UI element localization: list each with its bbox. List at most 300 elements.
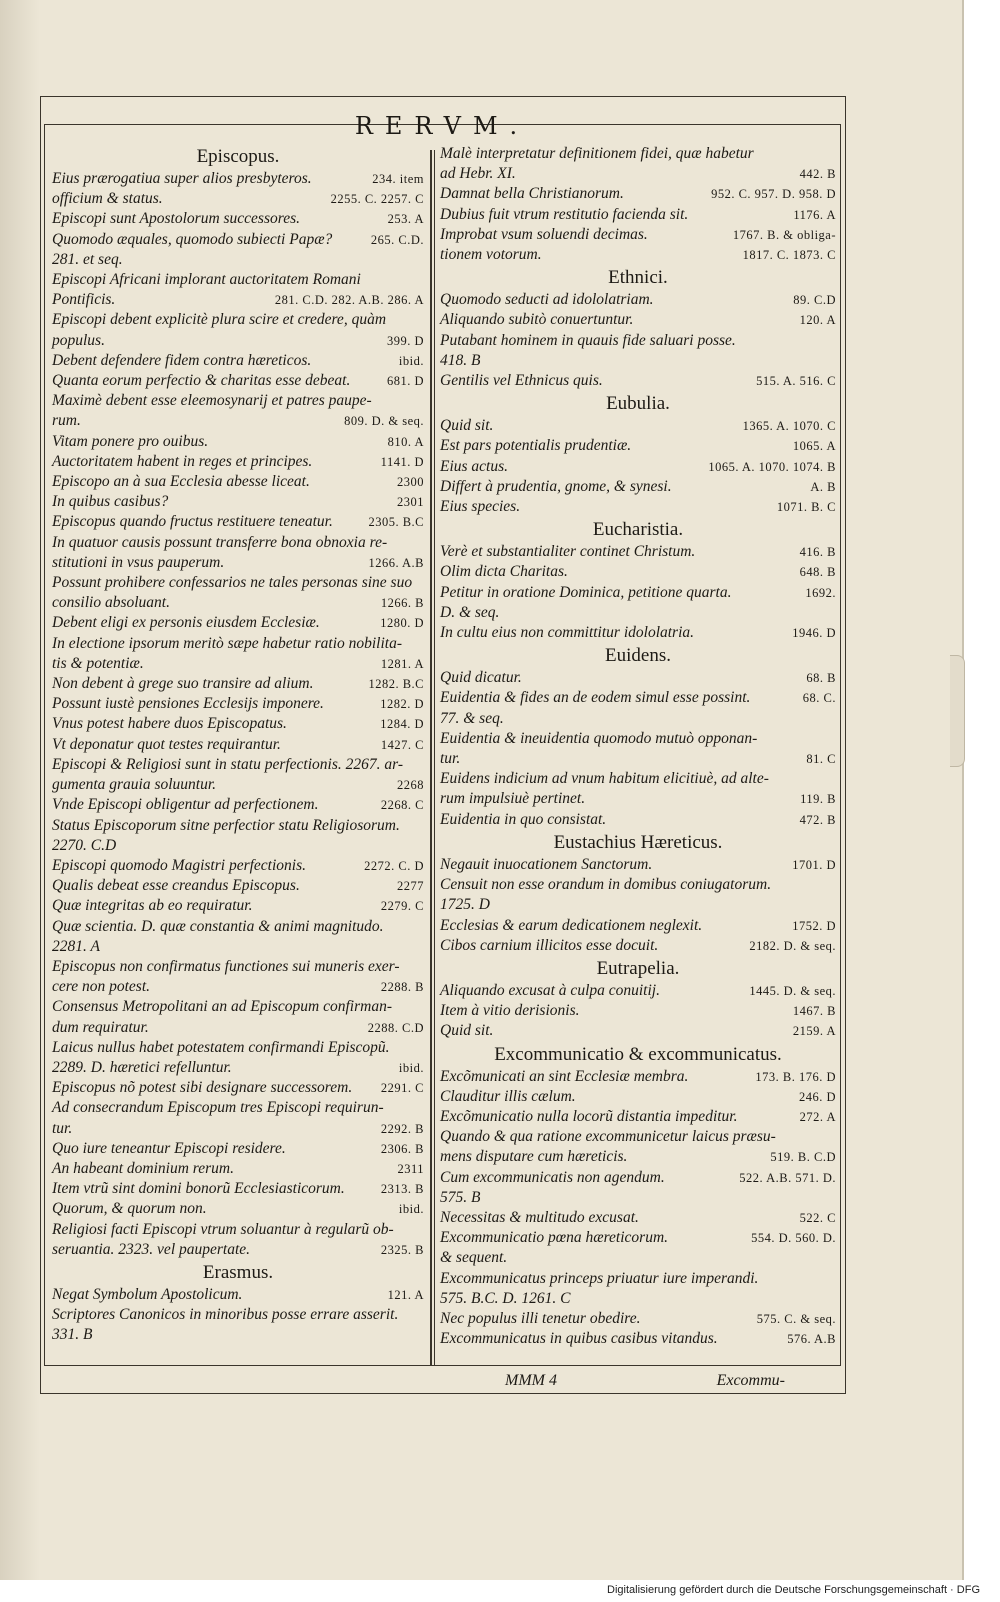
index-entry [52,634,424,654]
entry-text: Episcopi debent explicitè plura scire et credere, quàm [52,311,387,329]
page-reference: 265. C.D. [370,232,424,247]
entry-text: Est pars potentialis prudentiæ. [440,437,632,455]
page-reference: 81. C [806,752,836,767]
index-entry [52,250,424,270]
entry-text: In quatuor causis possunt transferre bona obnoxia re- [52,533,388,551]
index-entry [440,562,836,582]
entry-text: Quid dicatur. [440,669,522,687]
index-entry [52,573,424,593]
page-reference: 119. B [800,792,836,807]
entry-text: Malè interpretatur definitionem fidei, quæ habetur [440,145,754,162]
entry-text: 77. & seq. [440,709,504,727]
entry-text: tur. [440,750,461,768]
entry-text: Cibos carnium illicitos esse docuit. [440,936,659,954]
page-reference: 120. A [799,313,836,328]
index-entry [52,331,424,351]
index-entry [52,230,424,250]
entry-text: Episcopi & Religiosi sunt in statu perfectionis. 2267. ar- [52,755,404,773]
entry-text: Ad consecrandum Episcopum tres Episcopi requirun- [52,1099,384,1117]
index-entry [440,1021,836,1041]
page-reference: 2288. B [380,980,424,995]
index-entry [440,477,836,497]
page-reference: 1427. C [380,737,424,752]
index-entry [440,810,836,830]
index-entry [52,1159,424,1179]
index-entry [440,542,836,562]
entry-text: Necessitas & multitudo excusat. [440,1208,639,1226]
index-entry [440,144,836,164]
page-reference: 1281. A [380,656,424,671]
page-reference: 1445. D. & seq. [749,983,836,998]
index-entry [52,714,424,734]
page-reference: 952. C. 957. D. 958. D [711,187,836,202]
index-entry [440,331,836,351]
page-reference: A. B [810,479,836,494]
index-entry [52,1058,424,1078]
index-entry [440,351,836,371]
index-entry [52,1199,424,1219]
page-reference: 442. B [799,167,836,182]
index-entry [440,164,836,184]
entry-text: Laicus nullus habet potestatem confirmandi Episcopũ. [52,1038,390,1056]
index-heading: Excommunicatio & excommunicatus. [494,1043,782,1065]
entry-text: officium & status. [52,190,163,208]
page-reference: 681. D [386,374,424,389]
page-reference: 1817. C. 1873. C [742,248,836,263]
index-entry [52,1038,424,1058]
index-entry [440,981,836,1001]
page-reference: 1284. D [380,717,424,732]
entry-text: Scriptores Canonicos in minoribus posse errare asserit. [52,1306,399,1324]
index-entry [52,351,424,371]
index-entry [440,1188,836,1208]
entry-text: populus. [52,331,105,349]
page-reference: 1065. A. 1070. 1074. B [708,459,836,474]
entry-text: Cum excommunicatis non agendum. [440,1168,665,1186]
index-entry [440,310,836,330]
page-reference: 2272. C. D [364,858,424,873]
entry-text: 418. B [440,351,481,369]
index-entry [440,1168,836,1188]
index-entry [440,583,836,603]
page-reference: 2300 [397,475,424,490]
entry-text: Episcopus nõ potest sibi designare successorem. [52,1079,353,1097]
entry-text: Negat Symbolum Apostolicum. [52,1285,243,1303]
page-reference: 2325. B [380,1242,424,1257]
page-reference: 68. C. [802,691,836,706]
page-reference: 522. C [799,1210,836,1225]
page-reference: 1467. B [792,1004,836,1019]
entry-text: Religiosi facti Episcopi vtrum soluantur à regularũ ob- [52,1220,394,1238]
index-entry [440,916,836,936]
page-reference: 121. A [387,1287,424,1302]
entry-text: Euidens indicium ad vnum habitum elicitiuè, ad alte- [440,770,769,788]
entry-text: tis & potentiæ. [52,654,144,672]
index-entry [440,1001,836,1021]
entry-text: seruantia. 2323. vel paupertate. [52,1240,251,1258]
index-entry [440,1228,836,1248]
index-entry [440,184,836,204]
index-entry [440,1147,836,1167]
entry-text: Censuit non esse orandum in domibus coniugatorum. [440,876,772,894]
index-entry [52,512,424,532]
index-entry [52,533,424,553]
page-reference: ibid. [398,1202,424,1217]
entry-text: Gentilis vel Ethnicus quis. [440,372,603,390]
entry-text: Quomodo æquales, quomodo subiecti Papæ? [52,230,333,248]
index-entry [440,1067,836,1087]
index-entry [440,875,836,895]
entry-text: 575. B [440,1188,481,1206]
index-entry [440,895,836,915]
page-reference: 1701. D [792,857,836,872]
index-entry [440,769,836,789]
entry-text: 2289. D. hæretici refelluntur. [52,1058,232,1076]
index-column-right [440,144,836,1349]
entry-text: Quæ integritas ab eo requiratur. [52,897,253,915]
page-reference: 809. D. & seq. [344,414,424,429]
index-entry [440,936,836,956]
index-entry [440,1329,836,1349]
page-reference: 2255. C. 2257. C [330,192,424,207]
index-entry [52,937,424,957]
index-entry [440,245,836,265]
index-entry [52,1018,424,1038]
index-entry [440,205,836,225]
page-reference: 1266. A.B [368,555,424,570]
index-entry [52,1240,424,1260]
entry-text: Episcopi Africani implorant auctoritatem Romani [52,271,361,289]
entry-text: Nec populus illi tenetur obedire. [440,1309,641,1327]
entry-text: Petitur in oratione Dominica, petitione quarta. [440,583,732,601]
index-entry [440,688,836,708]
index-entry [52,209,424,229]
page-reference: 2291. C [380,1081,424,1096]
page-reference: 272. A [799,1109,836,1124]
entry-text: Quando & qua ratione excommunicetur laicus præsu- [440,1128,776,1146]
index-heading: Erasmus. [202,1261,274,1283]
index-entry [52,169,424,189]
entry-text: Possunt prohibere confessarios ne tales personas sine suo [52,574,413,592]
entry-text: Verè et substantialiter continet Christum. [440,543,696,561]
page-reference: 575. C. & seq. [756,1311,836,1326]
entry-text: Quomodo seducti ad idololatriam. [440,291,654,309]
page-reference: 2306. B [380,1141,424,1156]
entry-text: In quibus casibus? [52,493,169,511]
index-entry [52,735,424,755]
page-reference: 1141. D [380,454,424,469]
index-entry [52,917,424,937]
entry-text: Debent defendere fidem contra hæreticos. [52,351,312,369]
index-entry [440,290,836,310]
index-entry [52,856,424,876]
page-reference: 2268. C [380,798,424,813]
entry-text: 331. B [52,1326,93,1344]
page-reference: 472. B [799,812,836,827]
index-entry [52,816,424,836]
page-reference: 1692. [805,585,836,600]
index-entry [440,603,836,623]
entry-text: & sequent. [440,1249,508,1267]
entry-text: Vnus potest habere duos Episcopatus. [52,715,287,733]
page-reference: 2279. C [380,899,424,914]
index-entry [440,436,836,456]
page-reference: ibid. [398,1060,424,1075]
page-reference: 253. A [387,212,424,227]
index-entry [52,432,424,452]
index-entry [440,497,836,517]
index-entry [52,1285,424,1305]
index-heading: Ethnici. [608,267,668,289]
entry-text: Episcopo an à sua Ecclesia abesse liceat. [52,473,310,491]
entry-text: ad Hebr. XI. [440,165,516,183]
entry-text: D. & seq. [440,603,500,621]
index-entry [440,371,836,391]
entry-text: Excõmunicati an sint Ecclesiæ membra. [440,1067,689,1085]
index-entry [440,1208,836,1228]
entry-text: Euidentia in quo consistat. [440,810,607,828]
entry-text: Eius prærogatiua super alios presbyteros. [52,170,312,187]
index-entry [440,1107,836,1127]
index-entry [52,997,424,1017]
entry-text: In electione ipsorum meritò sæpe habetur ratio nobilita- [52,634,403,652]
entry-text: Clauditur illis cælum. [440,1087,576,1105]
index-heading: Eubulia. [606,393,670,415]
page-reference: 810. A [387,434,424,449]
index-heading: Eutrapelia. [596,957,680,979]
entry-text: Episcopi sunt Apostolorum successores. [52,210,300,228]
entry-text: Dubius fuit vtrum restitutio facienda sit. [440,205,689,223]
index-entry [52,876,424,896]
page-reference: 2313. B [380,1182,424,1197]
entry-text: rum. [52,412,81,430]
index-entry [440,457,836,477]
page-reference: 2268 [397,778,424,793]
entry-text: Excõmunicatio nulla locorũ distantia impeditur. [440,1107,738,1125]
signature-mark: MMM 4 [505,1372,557,1389]
page-reference: 1767. B. & obliga- [732,227,836,242]
page-reference: 246. D [798,1089,836,1104]
index-entry [52,1325,424,1345]
index-entry [440,1127,836,1147]
entry-text: 2270. C.D [52,836,117,854]
entry-text: 281. et seq. [52,250,123,268]
index-entry [440,789,836,809]
index-entry [52,957,424,977]
page-reference: 2159. A [792,1024,836,1039]
index-entry [440,416,836,436]
entry-text: Consensus Metropolitani an ad Episcopum confirman- [52,998,392,1016]
entry-text: tionem votorum. [440,246,542,264]
page-reference: 416. B [799,545,836,560]
page-reference: 1946. D [792,626,836,641]
catchword: Excommu- [716,1372,785,1389]
entry-text: Negauit inuocationem Sanctorum. [440,855,653,873]
index-entry [52,189,424,209]
page-reference: 1266. B [380,596,424,611]
page-reference: 648. B [799,565,836,580]
index-entry [52,492,424,512]
entry-text: In cultu eius non committitur idololatria. [440,624,695,642]
entry-text: 1725. D [440,896,490,914]
entry-text: Pontificis. [52,291,116,309]
index-entry [52,270,424,290]
index-entry [52,654,424,674]
index-entry [52,472,424,492]
index-entry [440,709,836,729]
page-reference: 2311 [397,1161,424,1176]
page-tab-edge [950,655,965,767]
page-reference: 1176. A [793,207,836,222]
entry-text: dum requiratur. [52,1018,149,1036]
entry-text: Non debent à grege suo transire ad alium. [52,675,314,693]
entry-text: Quid sit. [440,417,494,435]
entry-text: mens disputare cum hæreticis. [440,1148,628,1166]
entry-text: Quo iure teneantur Episcopi residere. [52,1139,286,1157]
entry-text: Quæ scientia. D. quæ constantia & animi magnitudo. [52,917,384,935]
index-entry [440,225,836,245]
index-entry [52,391,424,411]
entry-text: Vitam ponere pro ouibus. [52,432,209,450]
index-entry [52,836,424,856]
index-entry [52,1078,424,1098]
entry-text: Aliquando subitò conuertuntur. [440,311,634,329]
page-reference: 234. item [372,172,424,186]
entry-text: Quorum, & quorum non. [52,1200,207,1218]
gutter-shadow [0,0,40,1580]
page-reference: 1282. D [380,697,424,712]
page-reference: 173. B. 176. D [755,1069,836,1084]
page-reference: 2182. D. & seq. [749,938,836,953]
entry-text: 575. B.C. D. 1261. C [440,1289,571,1307]
entry-text: Quanta eorum perfectio & charitas esse debeat. [52,372,351,390]
index-entry [440,623,836,643]
entry-text: Excommunicatus in quibus casibus vitandus. [440,1330,718,1348]
entry-text: Damnat bella Christianorum. [440,185,624,203]
entry-text: Putabant hominem in quauis fide saluari posse. [440,331,736,349]
entry-text: Olim dicta Charitas. [440,563,568,581]
page-reference: ibid. [398,353,424,368]
page-reference: 2288. C.D [367,1020,424,1035]
page-reference: 576. A.B [787,1332,836,1347]
page-reference: 1752. D [792,918,836,933]
entry-text: Differt à prudentia, gnome, & synesi. [440,477,672,495]
entry-text: consilio absoluant. [52,594,170,612]
index-entry [440,855,836,875]
index-entry [52,1220,424,1240]
entry-text: Qualis debeat esse creandus Episcopus. [52,877,300,895]
entry-text: Episcopus quando fructus restituere teneatur. [52,513,333,531]
index-entry [440,668,836,688]
running-head: RERVM. [354,112,530,140]
entry-text: Item à vitio derisionis. [440,1002,580,1020]
entry-text: An habeant dominium rerum. [52,1159,234,1177]
entry-text: Item vtrũ sint domini bonorũ Ecclesiasticorum. [52,1180,345,1198]
entry-text: Excommunicatio pœna hæreticorum. [440,1229,669,1247]
entry-text: Improbat vsum soluendi decimas. [440,225,648,243]
index-heading: Episcopus. [196,146,280,167]
index-entry [52,674,424,694]
page-reference: 399. D [386,333,424,348]
index-entry [52,593,424,613]
index-heading: Euidens. [605,645,671,667]
index-entry [52,755,424,775]
index-entry [440,749,836,769]
index-entry [52,411,424,431]
index-entry [52,1119,424,1139]
entry-text: 2281. A [52,937,100,955]
entry-text: Ecclesias & earum dedicationem neglexit. [440,916,703,934]
entry-text: Auctoritatem habent in reges et principes. [52,452,313,470]
index-entry [52,1098,424,1118]
entry-text: Episcopus non confirmatus functiones sui muneris exer- [52,957,400,975]
page-reference: 2301 [397,495,424,510]
entry-text: gumenta grauia soluuntur. [52,776,217,794]
column-rule-thin [434,150,435,1365]
entry-text: Eius species. [440,498,521,516]
page-reference: 1282. B.C [368,677,424,692]
index-entry [52,310,424,330]
page-reference: 519. B. C.D [770,1150,836,1165]
entry-text: Possunt iustè pensiones Ecclesijs imponere. [52,695,324,713]
page-reference: 554. D. 560. D. [751,1231,836,1246]
page-reference: 1065. A [792,439,836,454]
page-reference: 1365. A. 1070. C [742,419,836,434]
index-entry [52,694,424,714]
entry-text: Debent eligi ex personis eiusdem Ecclesiæ. [52,614,320,632]
entry-text: Aliquando excusat à culpa conuitij. [440,981,660,999]
index-entry [440,729,836,749]
digitization-credit: Digitalisierung gefördert durch die Deutsche Forschungsgemeinschaft · DFG [607,1584,980,1596]
entry-text: Vt deponatur quot testes requirantur. [52,735,281,753]
index-entry [52,977,424,997]
index-entry [52,452,424,472]
index-entry [440,1269,836,1289]
page-reference: 515. A. 516. C [756,374,836,389]
entry-text: Maximè debent esse eleemosynarij et patres paupe- [52,392,372,410]
page-reference: 1071. B. C [776,500,836,515]
index-entry [52,896,424,916]
entry-text: Quid sit. [440,1022,494,1040]
entry-text: Status Episcoporum sitne perfectior statu Religiosorum. [52,816,400,834]
page-reference: 89. C.D [793,293,836,308]
page-reference: 2277 [397,879,424,894]
index-entry [52,1139,424,1159]
entry-text: stitutioni in vsus pauperum. [52,553,225,571]
page-reference: 281. C.D. 282. A.B. 286. A [274,293,424,308]
entry-text: Excommunicatus princeps priuatur iure imperandi. [440,1269,759,1287]
page-reference: 68. B [806,671,836,686]
entry-text: Eius actus. [440,457,509,475]
index-entry [52,553,424,573]
index-entry [52,290,424,310]
index-heading: Eustachius Hæreticus. [553,831,723,853]
page-reference: 522. A.B. 571. D. [739,1170,836,1185]
index-entry [52,1179,424,1199]
entry-text: Euidentia & ineuidentia quomodo mutuò opponan- [440,729,758,747]
index-heading: Eucharistia. [592,519,684,541]
index-entry [440,1248,836,1268]
index-entry [52,371,424,391]
entry-text: cere non potest. [52,978,150,996]
index-entry [52,775,424,795]
index-entry [52,1305,424,1325]
column-rule [430,150,432,1365]
entry-text: tur. [52,1119,73,1137]
entry-text: Euidentia & fides an de eodem simul esse possint. [440,689,751,707]
entry-text: Vnde Episcopi obligentur ad perfectionem. [52,796,319,814]
entry-text: rum impulsiuè pertinet. [440,790,586,808]
